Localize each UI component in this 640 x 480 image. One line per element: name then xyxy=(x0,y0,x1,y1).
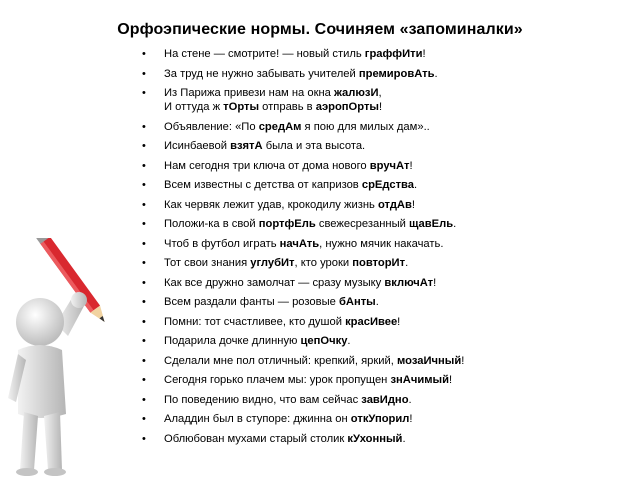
list-item-text: . xyxy=(347,335,351,347)
list-item xyxy=(139,373,629,387)
list-item-text: Как все дружно замолчат — сразу музыку xyxy=(164,276,385,289)
list-item xyxy=(139,120,629,134)
list-item-text: Исинбаевой xyxy=(164,140,231,152)
list-item-text: , xyxy=(378,87,382,99)
list-item xyxy=(139,198,629,212)
list-item-text: была и эта высота. xyxy=(262,140,366,152)
stressed-word: мозаИчный xyxy=(397,354,462,367)
stressed-word: аэропОрты xyxy=(315,101,379,113)
list-item-text: ! xyxy=(378,101,383,113)
stressed-word: завИдно xyxy=(361,393,409,406)
list-item-text: Сегодня горько плачем мы: урок пропущен xyxy=(164,374,391,386)
stressed-word: жалюзИ xyxy=(333,87,379,99)
list-item-text: Чтоб в футбол играть xyxy=(164,237,280,250)
list-item xyxy=(139,432,629,446)
list-item-text: И оттуда ж xyxy=(164,101,224,113)
stressed-word: откУпорил xyxy=(350,413,410,425)
stressed-word: средАм xyxy=(258,120,302,133)
list-item xyxy=(139,256,629,270)
stressed-word: срЕдства xyxy=(361,179,414,191)
list-item-text: Сделали мне пол отличный: крепкий, яркий, xyxy=(164,354,398,367)
stressed-word: цепОчку xyxy=(300,335,348,347)
list-item-text: За труд не нужно забывать учителей xyxy=(164,67,359,80)
list-item-text: Нам сегодня три ключа от дома нового xyxy=(164,159,370,172)
list-item-text: На стене — смотрите! — новый стиль xyxy=(164,48,365,60)
list-item-text: . xyxy=(414,179,418,191)
stressed-word: портфЕль xyxy=(258,218,316,230)
stressed-word: углубИт xyxy=(250,257,295,269)
list-item-text: Подарила дочке длинную xyxy=(164,335,301,347)
stressed-word: вручАт xyxy=(369,159,410,172)
stressed-word: взятА xyxy=(230,140,263,152)
list-item-text: Из Парижа привези нам на окна xyxy=(164,87,334,99)
list-item-text: . xyxy=(402,432,406,445)
list-item-text: ! xyxy=(422,48,426,60)
list-item xyxy=(139,393,629,407)
stressed-word: щавЕль xyxy=(408,218,454,230)
list-item xyxy=(139,159,629,173)
list-item-text: я пою для милых дам».. xyxy=(301,120,430,133)
stressed-word: включАт xyxy=(384,276,434,289)
list-item-text: , кто уроки xyxy=(294,257,353,269)
list-item xyxy=(139,412,629,426)
list-item-text: Облюбован мухами старый столик xyxy=(164,432,348,445)
list-item xyxy=(139,139,629,153)
list-item xyxy=(139,178,629,192)
list-item-text: Помни: тот счастливее, кто душой xyxy=(164,315,346,328)
list-item-text: Как червяк лежит удав, крокодилу жизнь xyxy=(164,198,378,211)
list-item-text: . xyxy=(408,393,412,406)
list-item-text: Тот свои знания xyxy=(164,257,251,269)
stressed-word: знАчимый xyxy=(390,374,449,386)
stressed-word: премировАть xyxy=(358,67,435,80)
list-item-text: Аладдин был в ступоре: джинна он xyxy=(164,413,351,425)
list-item-text: По поведению видно, что вам сейчас xyxy=(164,393,362,406)
list-item-text: ! xyxy=(409,413,413,425)
stressed-word: граффИти xyxy=(364,48,423,60)
list-item xyxy=(139,315,629,329)
list-item-text: Положи-ка в свой xyxy=(164,218,259,230)
list-item xyxy=(139,237,629,251)
person-with-pencil-icon xyxy=(0,238,150,480)
list-item-text: . xyxy=(375,296,379,308)
list-item-text: ! xyxy=(448,374,453,386)
list-item-text: ! xyxy=(433,276,437,289)
stressed-word: бАнты xyxy=(338,296,376,308)
stressed-word: повторИт xyxy=(352,257,406,269)
list-item xyxy=(139,217,629,231)
list-item-text: ! xyxy=(397,315,401,328)
list-item xyxy=(139,295,629,309)
list-item-text: Всем известны с детства от капризов xyxy=(164,179,362,191)
list-item-text: . xyxy=(405,257,409,269)
list-item-text: ! xyxy=(461,354,465,367)
list-item-text: ! xyxy=(411,198,415,211)
stressed-word: отдАв xyxy=(377,198,412,211)
list-item xyxy=(139,334,629,348)
stressed-word: красИвее xyxy=(345,315,398,328)
list-item-text: свежесрезанный xyxy=(315,218,409,230)
mnemonic-list xyxy=(139,47,629,451)
list-item xyxy=(139,47,629,61)
list-item-text: ! xyxy=(409,159,413,172)
list-item-text: отправь в xyxy=(259,101,316,113)
list-item xyxy=(139,86,629,114)
stressed-word: кУхонный xyxy=(347,432,403,445)
list-item-text: . xyxy=(434,67,438,80)
slide-title: Орфоэпические нормы. Сочиняем «запоминалки» xyxy=(117,21,523,38)
list-item-text: Всем раздали фанты — розовые xyxy=(164,296,339,308)
list-item xyxy=(139,354,629,368)
list-item-text: , нужно мячик накачать. xyxy=(319,237,444,250)
stressed-word: тОрты xyxy=(223,101,260,113)
stressed-word: начАть xyxy=(279,237,320,250)
list-item xyxy=(139,67,629,81)
list-item-text: Объявление: «По xyxy=(164,120,259,133)
list-item xyxy=(139,276,629,290)
list-item-text: . xyxy=(453,218,457,230)
